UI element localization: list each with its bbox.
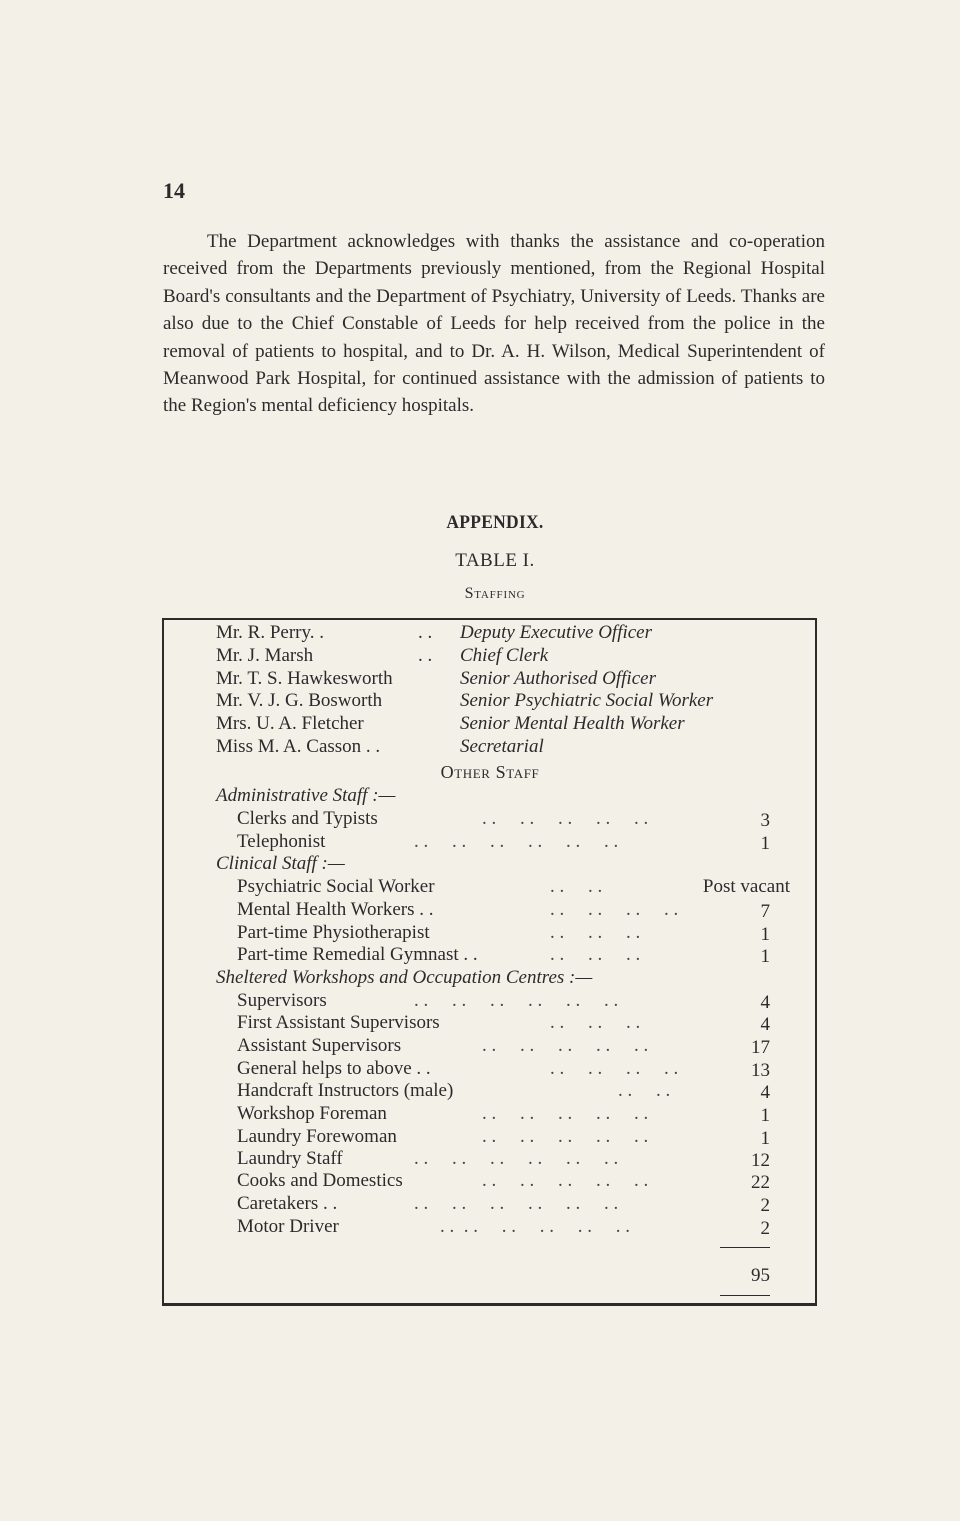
staff-count: 2 bbox=[760, 1218, 770, 1239]
section-title: Staffing bbox=[464, 585, 526, 602]
staff-item-label: First Assistant Supervisors bbox=[237, 1012, 440, 1033]
dot-leader: . . . . . . . . . . bbox=[482, 1170, 649, 1191]
staff-count: 17 bbox=[751, 1037, 770, 1058]
staff-role: Chief Clerk bbox=[460, 645, 549, 666]
page-number: 14 bbox=[163, 178, 185, 203]
intro-paragraph: The Department acknowledges with thanks the assistance and co-operation received from the Departments previously mentioned, from the Regional Hospital Board's consultants and the Department of Psychiatry, University of Leeds. Thanks are also due to the Chief Constable of Leeds for help received from the police in the removal of patients to hospital, and to Dr. A. H. Wilson, Medical Superintendent of Meanwood Park Hospital, for continued assistance with the admission of patients to the Region's mental deficiency hospitals. bbox=[163, 231, 825, 417]
staff-name: Mr. V. J. G. Bosworth bbox=[216, 690, 383, 711]
staff-item-label: Caretakers . . bbox=[237, 1193, 338, 1214]
staff-total: 95 bbox=[751, 1265, 770, 1286]
dot-leader: . . . . . . . . . . . . bbox=[440, 1216, 630, 1237]
total-rule-top bbox=[720, 1247, 770, 1248]
staff-item-label: Motor Driver bbox=[237, 1216, 339, 1237]
staff-count: 12 bbox=[751, 1150, 770, 1171]
staff-role: Senior Authorised Officer bbox=[460, 668, 656, 689]
category-heading-administrative: Administrative Staff :— bbox=[216, 785, 396, 806]
staff-count: 4 bbox=[760, 1014, 770, 1035]
dot-leader: . . . . . . . . bbox=[550, 1058, 679, 1079]
dot-leader: . . . . bbox=[550, 876, 603, 897]
staff-name: Mrs. U. A. Fletcher bbox=[216, 713, 364, 734]
dot-leader: . . . . . . . . bbox=[550, 899, 679, 920]
dot-leader: . . . . . . bbox=[550, 922, 641, 943]
staff-role: Senior Psychiatric Social Worker bbox=[460, 690, 714, 711]
staff-role: Secretarial bbox=[460, 736, 544, 757]
staff-name: Miss M. A. Casson . . bbox=[216, 736, 381, 757]
dot-leader: . . . . . . . . . . bbox=[482, 808, 649, 829]
staff-item-label: Part-time Remedial Gymnast . . bbox=[237, 944, 478, 965]
staff-name: Mr. J. Marsh bbox=[216, 645, 314, 666]
staff-item-label: Mental Health Workers . . bbox=[237, 899, 434, 920]
staff-count: 2 bbox=[760, 1195, 770, 1216]
staff-item-label: Laundry Forewoman bbox=[237, 1126, 397, 1147]
staff-item-label: Part-time Physiotherapist bbox=[237, 922, 430, 943]
dot-leader: . . . . . . . . . . bbox=[482, 1126, 649, 1147]
staff-item-label: Supervisors bbox=[237, 990, 327, 1011]
staff-count: 13 bbox=[751, 1060, 770, 1081]
staff-item-label: Laundry Staff bbox=[237, 1148, 343, 1169]
dot-leader: . . . . bbox=[618, 1080, 671, 1101]
staff-count: 3 bbox=[760, 810, 770, 831]
staff-item-label: Handcraft Instructors (male) bbox=[237, 1080, 454, 1101]
staff-count: 7 bbox=[760, 901, 770, 922]
table-title: TABLE I. bbox=[455, 550, 535, 571]
dot-leader: . . . . . . bbox=[550, 944, 641, 965]
staff-item-label: General helps to above . . bbox=[237, 1058, 431, 1079]
staff-count: 1 bbox=[760, 1128, 770, 1149]
dot-leader: . . . . . . . . . . . . bbox=[414, 831, 619, 852]
category-heading-sheltered-workshops: Sheltered Workshops and Occupation Centres :— bbox=[216, 967, 593, 988]
staff-leader: . . bbox=[418, 645, 433, 666]
staff-count: 1 bbox=[760, 924, 770, 945]
staff-item-label: Assistant Supervisors bbox=[237, 1035, 402, 1056]
staff-name: Mr. T. S. Hawkesworth bbox=[216, 668, 393, 689]
dot-leader: . . . . . . . . . . . . bbox=[414, 990, 619, 1011]
total-rule-bottom bbox=[720, 1295, 770, 1296]
staff-role: Senior Mental Health Worker bbox=[460, 713, 685, 734]
dot-leader: . . . . . . . . . . bbox=[482, 1103, 649, 1124]
staff-item-label: Psychiatric Social Worker bbox=[237, 876, 435, 897]
staff-count: Post vacant bbox=[702, 876, 790, 897]
staff-leader: . . bbox=[418, 622, 433, 643]
staff-role: Deputy Executive Officer bbox=[460, 622, 653, 643]
staff-item-label: Cooks and Domestics bbox=[237, 1170, 403, 1191]
staff-item-label: Clerks and Typists bbox=[237, 808, 378, 829]
other-staff-heading: Other Staff bbox=[440, 762, 540, 782]
staff-item-label: Telephonist bbox=[237, 831, 326, 852]
staff-count: 4 bbox=[760, 1082, 770, 1103]
appendix-title: APPENDIX. bbox=[446, 512, 544, 533]
dot-leader: . . . . . . . . . . . . bbox=[414, 1148, 619, 1169]
staff-count: 1 bbox=[760, 946, 770, 967]
dot-leader: . . . . . . . . . . . . bbox=[414, 1193, 619, 1214]
staff-count: 1 bbox=[760, 833, 770, 854]
staff-count: 22 bbox=[751, 1172, 770, 1193]
staff-name: Mr. R. Perry. . bbox=[216, 622, 325, 643]
dot-leader: . . . . . . bbox=[550, 1012, 641, 1033]
staff-count: 4 bbox=[760, 992, 770, 1013]
staff-count: 1 bbox=[760, 1105, 770, 1126]
category-heading-clinical: Clinical Staff :— bbox=[216, 853, 345, 874]
dot-leader: . . . . . . . . . . bbox=[482, 1035, 649, 1056]
staff-item-label: Workshop Foreman bbox=[237, 1103, 387, 1124]
